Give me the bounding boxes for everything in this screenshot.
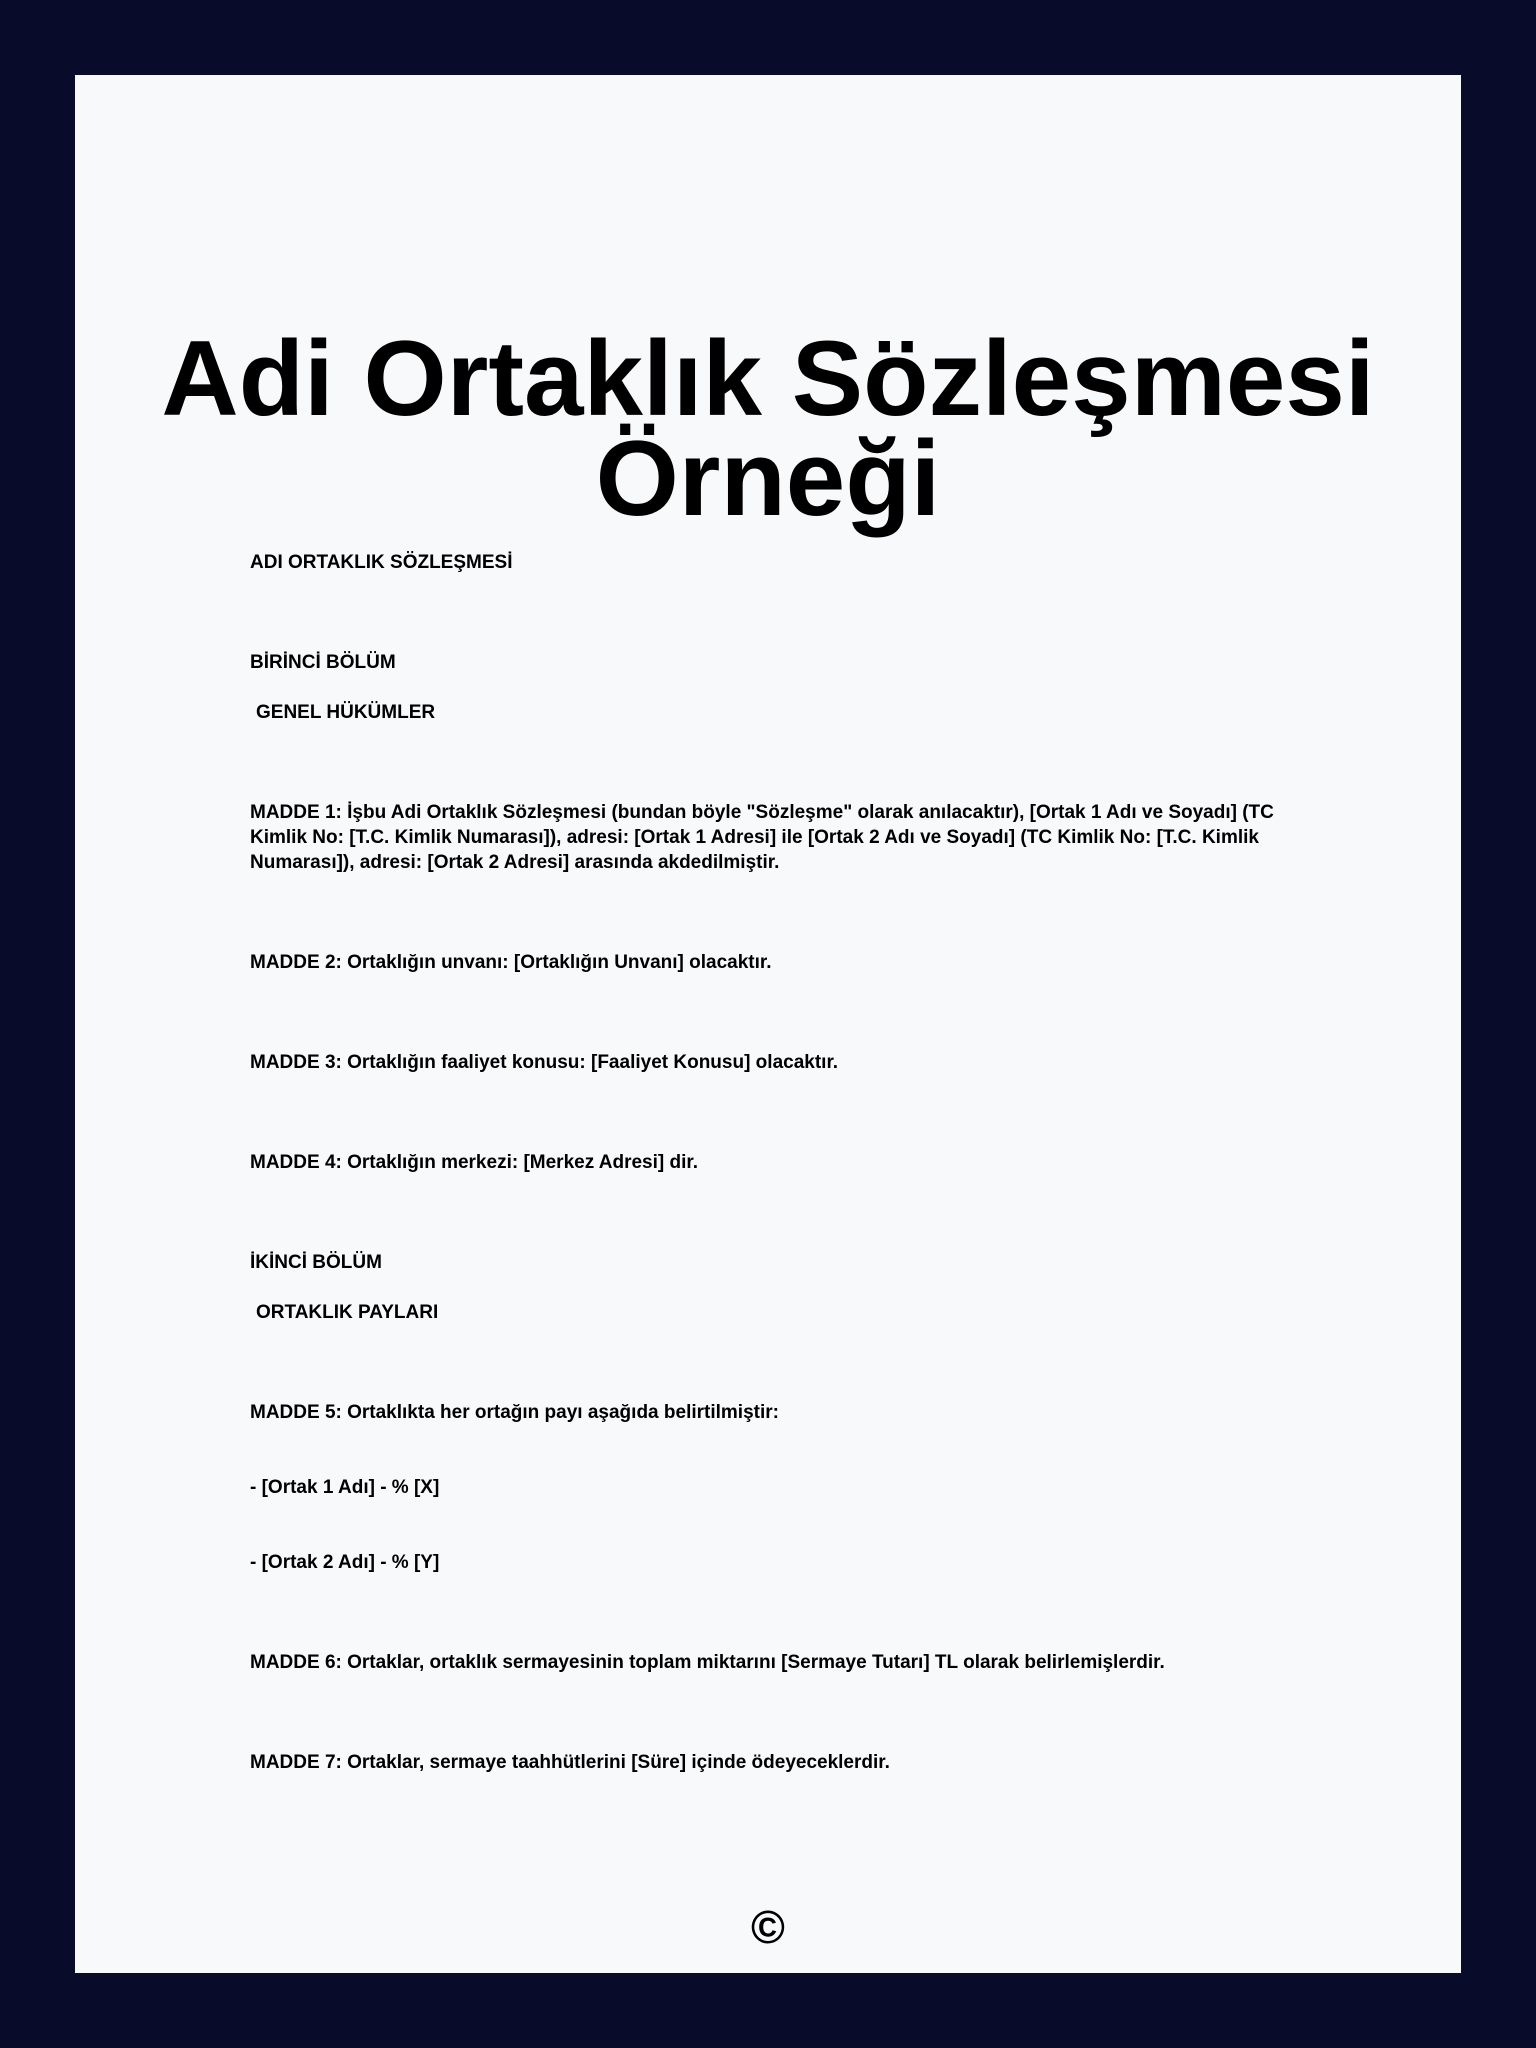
article-1: MADDE 1: İşbu Adi Ortaklık Sözleşmesi (bundan böyle "Sözleşme" olarak anılacaktır), [Ortak 1 Adı ve Soyadı] (TC Kimlik No: [T.C. Kimlik Numarası]), adresi: [Ortak 1 Adresi] ile [Ortak 2 Adı ve Soyadı] (TC Kimlik No: [T.C. Kimlik Numarası]), adresi: [Ortak 2 Adresi] arasında akdedilmiştir. <box>250 802 1274 873</box>
copyright-icon: © <box>751 1901 785 1953</box>
article-4: MADDE 4: Ortaklığın merkezi: [Merkez Adresi] dir. <box>250 1152 699 1173</box>
section-1-label: BİRİNCİ BÖLÜM <box>250 652 396 673</box>
article-7: MADDE 7: Ortaklar, sermaye taahhütlerini [Süre] içinde ödeyeceklerdir. <box>250 1752 890 1773</box>
article-2: MADDE 2: Ortaklığın unvanı: [Ortaklığın Unvanı] olacaktır. <box>250 952 772 973</box>
section-2-subtitle: ORTAKLIK PAYLARI <box>256 1302 439 1323</box>
article-6: MADDE 6: Ortaklar, ortaklık sermayesinin toplam miktarını [Sermaye Tutarı] TL olarak belirlemişlerdir. <box>250 1652 1165 1673</box>
article-5: MADDE 5: Ortaklıkta her ortağın payı aşağıda belirtilmiştir: <box>250 1402 779 1423</box>
section-2-label: İKİNCİ BÖLÜM <box>250 1252 382 1273</box>
share-item-2: - [Ortak 2 Adı] - % [Y] <box>250 1552 440 1573</box>
section-1-subtitle: GENEL HÜKÜMLER <box>256 702 436 723</box>
share-item-1: - [Ortak 1 Adı] - % [X] <box>250 1477 440 1498</box>
article-3: MADDE 3: Ortaklığın faaliyet konusu: [Faaliyet Konusu] olacaktır. <box>250 1052 839 1073</box>
document-title: Adi Ortaklık Sözleşmesi Örneği <box>161 318 1375 538</box>
contract-heading: ADI ORTAKLIK SÖZLEŞMESİ <box>250 552 513 573</box>
document-page <box>75 75 1461 1973</box>
